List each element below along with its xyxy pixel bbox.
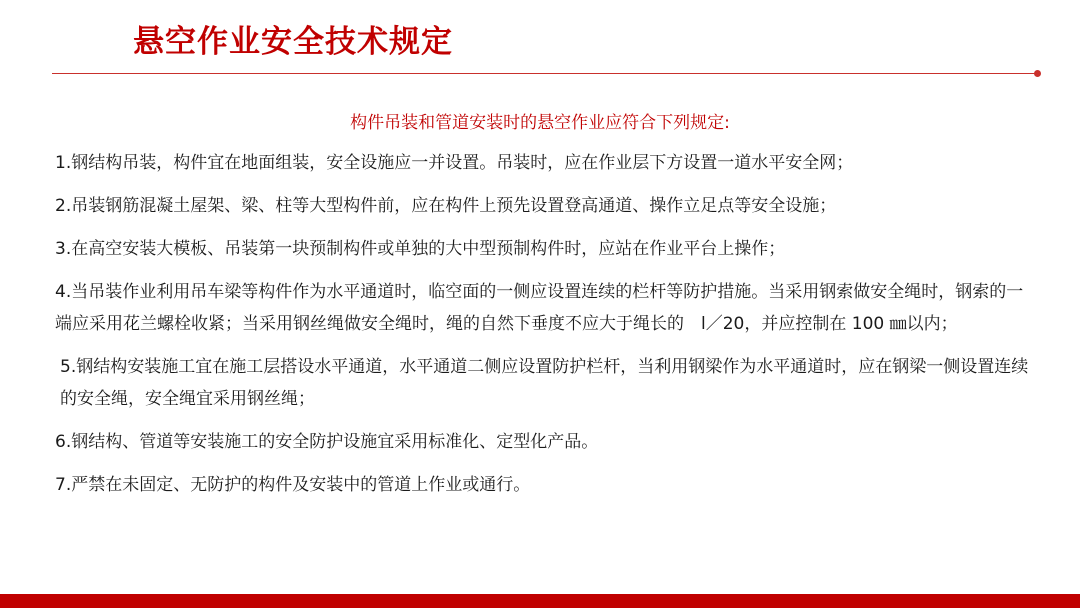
slide-title: 悬空作业安全技术规定 xyxy=(133,24,453,60)
regulation-item-7: 7.严禁在未固定、无防护的构件及安装中的管道上作业或通行。 xyxy=(55,475,531,495)
regulation-item-5: 5.钢结构安装施工宜在施工层搭设水平通道，水平通道二侧应设置防护栏杆，当利用钢梁作为水平通道时，应在钢梁一侧设置连续的安全绳，安全绳宜采用钢丝绳； xyxy=(60,357,1029,409)
regulation-item-1: 1.钢结构吊装，构件宜在地面组装，安全设施应一并设置。吊装时，应在作业层下方设置一道水平安全网； xyxy=(55,153,854,173)
title-divider xyxy=(52,73,1037,74)
regulation-item-6: 6.钢结构、管道等安装施工的安全防护设施宜采用标准化、定型化产品。 xyxy=(55,432,599,452)
regulation-item-3: 3.在高空安装大模板、吊装第一块预制构件或单独的大中型预制构件时，应站在作业平台上操作； xyxy=(55,239,786,259)
footer-bar xyxy=(0,594,1080,608)
regulation-item-2: 2.吊装钢筋混凝土屋架、梁、柱等大型构件前，应在构件上预先设置登高通道、操作立足点等安全设施； xyxy=(55,196,837,216)
slide-subtitle: 构件吊装和管道安装时的悬空作业应符合下列规定: xyxy=(350,113,730,133)
regulation-list xyxy=(55,147,1035,512)
regulation-item-4: 4.当吊装作业利用吊车梁等构件作为水平通道时，临空面的一侧应设置连续的栏杆等防护措施。当采用钢索做安全绳时，钢索的一端应采用花兰螺栓收紧；当采用钢丝绳做安全绳时，绳的自然下垂度不应大于绳长的 l／20，并应控制在 100 ㎜以内； xyxy=(55,282,1024,334)
divider-end-dot xyxy=(1034,70,1041,77)
